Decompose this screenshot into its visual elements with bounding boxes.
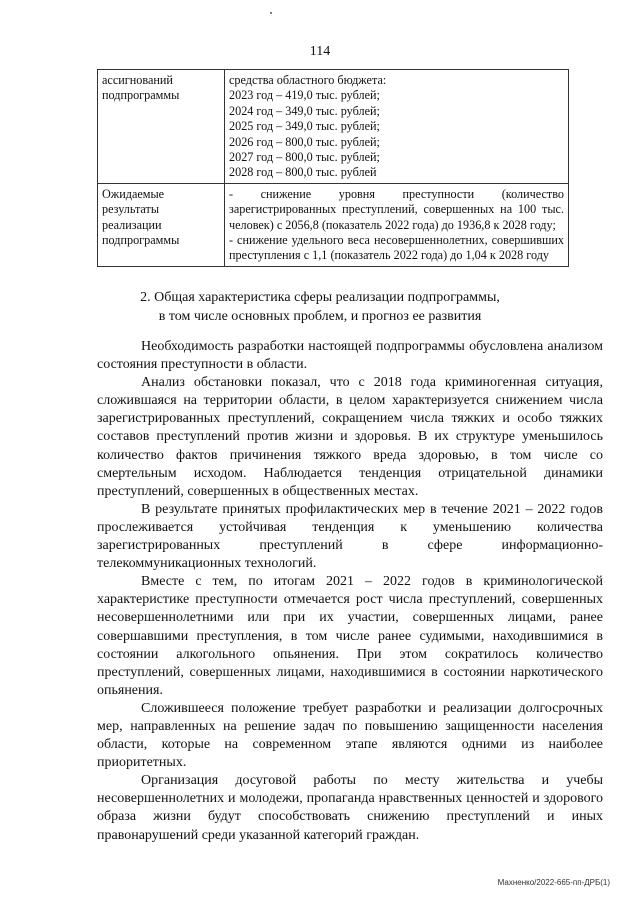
row-content-cell: [225, 70, 569, 184]
row-label-line: ассигнований: [102, 73, 173, 87]
section-body: [97, 338, 603, 845]
section-heading: [60, 288, 580, 326]
funding-line: средства областного бюджета:: [229, 73, 387, 87]
row-label-line: результаты: [102, 202, 160, 217]
row-content-cell: [225, 183, 569, 266]
row-label-cell: [98, 183, 225, 266]
row-label-line: подпрограммы: [102, 88, 180, 103]
result-line: человек) с 2056,8 (показатель 2022 года) до 1936,8 к 2028 году;: [229, 217, 556, 232]
table-row: [98, 183, 569, 266]
page-number: 114: [309, 44, 331, 59]
funding-line: 2028 год – 800,0 тыс. рублей: [229, 165, 377, 180]
section-heading-line: в том числе основных проблем, и прогноз ее развития: [158, 309, 482, 324]
funding-line: 2023 год – 419,0 тыс. рублей;: [229, 88, 380, 103]
paragraph: Анализ обстановки показал, что с 2018 года криминогенная ситуация, сложившаяся на территории области, в целом характеризуется снижением числа зарегистрированных преступлений, сокращением числа тяжких и особо тяжких составов преступлений против жизни и здоровья. В их структуре уменьшилось количество фактов причинения тяжкого вреда здоровью, в том числе со смертельным исходом. Наблюдается тенденция отрицательной динамики преступлений, совершенных в общественных местах.: [97, 375, 603, 499]
table-row: [98, 70, 569, 184]
funding-line: 2026 год – 800,0 тыс. рублей;: [229, 134, 380, 149]
scan-speck: [270, 12, 272, 14]
funding-line: 2024 год – 349,0 тыс. рублей;: [229, 103, 380, 118]
result-line: - снижение удельного веса несовершеннолетних, совершивших: [229, 233, 564, 248]
paragraph: Организация досуговой работы по месту жительства и учебы несовершеннолетних и молодежи, пропаганда нравственных ценностей и здорового образа жизни будут способствовать снижению преступлений и иных правонарушений среди указанной категорий граждан.: [97, 773, 603, 843]
section-heading-line: 2. Общая характеристика сферы реализации подпрограммы,: [140, 290, 500, 305]
subprogram-passport-table: [97, 69, 569, 267]
paragraph: Необходимость разработки настоящей подпрограммы обусловлена анализом состояния преступности в области.: [97, 339, 603, 373]
paragraph: Сложившееся положение требует разработки и реализации долгосрочных мер, направленных на решение задач по повышению защищенности населения области, которые на современном этапе являются одними из наиболее приоритетных.: [97, 700, 603, 771]
funding-line: 2027 год – 800,0 тыс. рублей;: [229, 150, 380, 165]
row-label-line: реализации: [102, 217, 162, 232]
row-label-line: Ожидаемые: [102, 186, 165, 201]
row-label-line: подпрограммы: [102, 233, 180, 248]
paragraph: В результате принятых профилактических мер в течение 2021 – 2022 годов прослеживается устойчивая тенденция к уменьшению количества зарегистрированных преступлений в сфере информационно-телекоммуникационных технологий.: [97, 501, 603, 572]
paragraph: Вместе с тем, по итогам 2021 – 2022 годов в криминологической характеристике преступности отмечается рост числа преступлений, совершенных несовершеннолетними или при их участии, совершенных лицами, ранее совершавшими преступления, в том числе ранее судимыми, находившимися в состоянии алкогольного опьянения. При этом сократилось количество преступлений, совершенных лицами, находившимися в состоянии наркотического опьянения.: [97, 574, 603, 698]
row-label-cell: [98, 70, 225, 184]
funding-line: 2025 год – 349,0 тыс. рублей;: [229, 119, 380, 134]
document-footer: Махненко/2022-665-пп-ДРБ(1): [497, 878, 610, 887]
result-line: преступления с 1,1 (показатель 2022 года) до 1,04 к 2028 году: [229, 248, 550, 263]
result-line: зарегистрированных преступлений, совершенных на 100 тыс.: [229, 202, 564, 217]
result-line: - снижение уровня преступности (количество: [229, 186, 564, 201]
